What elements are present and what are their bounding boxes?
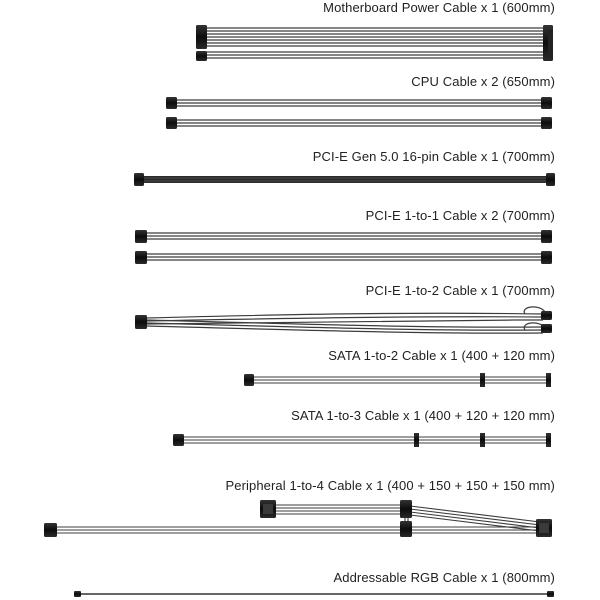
pcie-1to2-cable-image bbox=[135, 307, 552, 333]
label-sata-1to3-cable: SATA 1-to-3 Cable x 1 (400 + 120 + 120 mm) bbox=[291, 408, 555, 423]
sata-1to3-cable-image bbox=[173, 433, 551, 447]
argb-cable-image bbox=[74, 591, 554, 597]
label-cpu-cable: CPU Cable x 2 (650mm) bbox=[411, 74, 555, 89]
sata-1to2-cable-image bbox=[244, 373, 551, 387]
peripheral-1to4-cable-image bbox=[44, 500, 552, 537]
label-argb-cable: Addressable RGB Cable x 1 (800mm) bbox=[333, 570, 555, 585]
pcie-1to1-cable-image bbox=[135, 230, 552, 264]
label-pcie-1to1-cable: PCI-E 1-to-1 Cable x 2 (700mm) bbox=[365, 208, 555, 223]
pcie-gen5-cable-image bbox=[134, 173, 555, 186]
label-pcie-gen5-cable: PCI-E Gen 5.0 16-pin Cable x 1 (700mm) bbox=[312, 149, 555, 164]
label-peripheral-1to4-cable: Peripheral 1-to-4 Cable x 1 (400 + 150 + 150 + 150 mm) bbox=[225, 478, 555, 493]
cpu-cable-image bbox=[166, 97, 552, 129]
motherboard-cable-image bbox=[196, 25, 553, 61]
label-pcie-1to2-cable: PCI-E 1-to-2 Cable x 1 (700mm) bbox=[365, 283, 555, 298]
label-motherboard-cable: Motherboard Power Cable x 1 (600mm) bbox=[323, 0, 555, 15]
label-sata-1to2-cable: SATA 1-to-2 Cable x 1 (400 + 120 mm) bbox=[328, 348, 555, 363]
